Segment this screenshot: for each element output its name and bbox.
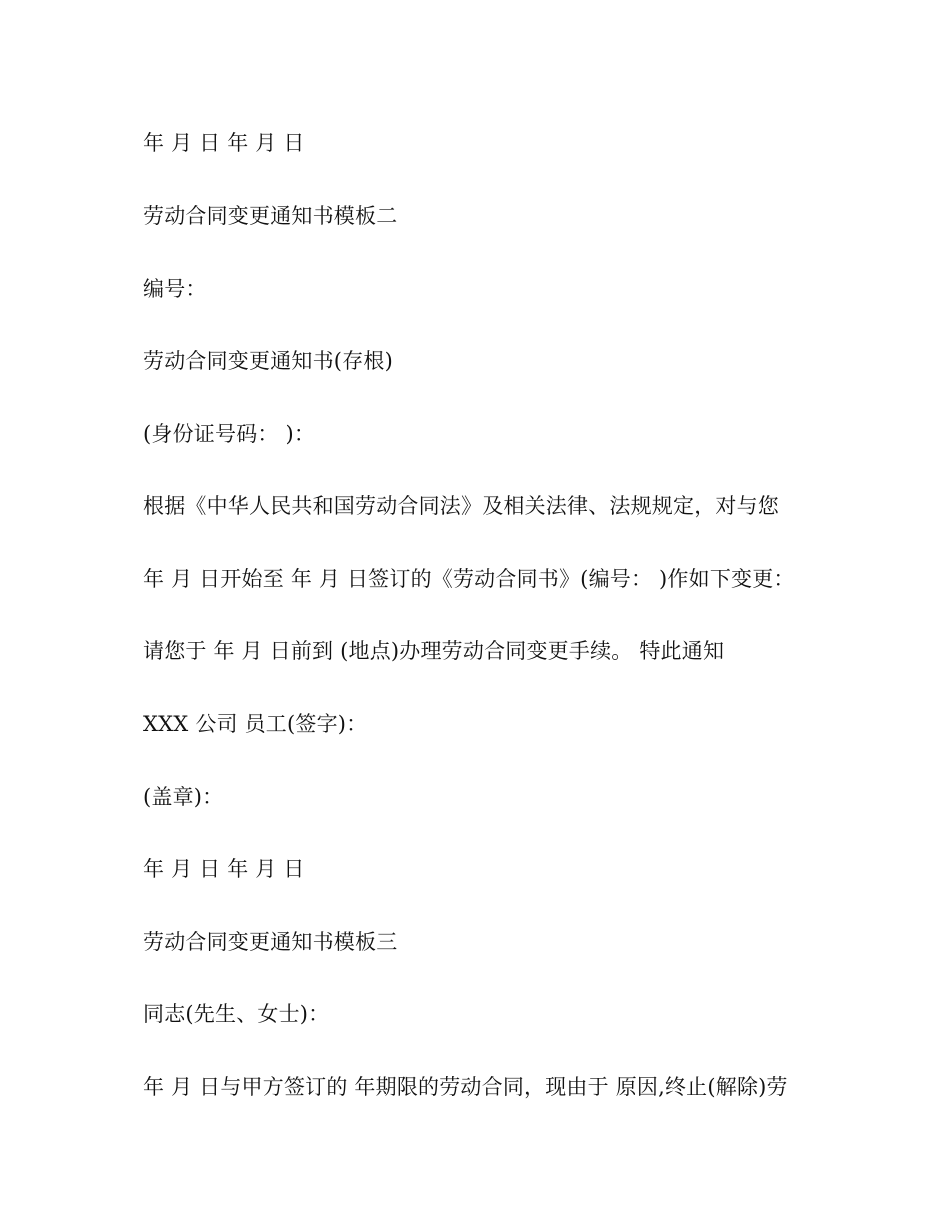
body-paragraph-line: 根据《中华人民共和国劳动合同法》及相关法律、法规规定，对与您 bbox=[143, 494, 779, 518]
date-line: 年 月 日 年 月 日 bbox=[143, 131, 305, 155]
seal-line: (盖章)： bbox=[143, 785, 224, 809]
body-paragraph-line: 年 月 日与甲方签订的 年期限的劳动合同，现由于 原因,终止(解除)劳 bbox=[143, 1075, 788, 1099]
section-heading-template-two: 劳动合同变更通知书模板二 bbox=[143, 204, 398, 228]
signature-line: XXX 公司 员工(签字)： bbox=[143, 712, 368, 736]
id-number-line: (身份证号码： )： bbox=[143, 422, 316, 446]
salutation-line: 同志(先生、女士)： bbox=[143, 1002, 330, 1026]
date-line: 年 月 日 年 月 日 bbox=[143, 857, 305, 881]
body-paragraph-line: 年 月 日开始至 年 月 日签订的《劳动合同书》(编号： )作如下变更： bbox=[143, 567, 795, 591]
body-paragraph-line: 请您于 年 月 日前到 (地点)办理劳动合同变更手续。 特此通知 bbox=[143, 639, 725, 663]
section-heading-template-three: 劳动合同变更通知书模板三 bbox=[143, 930, 398, 954]
notice-stub-title: 劳动合同变更通知书(存根) bbox=[143, 349, 393, 373]
number-label: 编号： bbox=[143, 277, 207, 301]
